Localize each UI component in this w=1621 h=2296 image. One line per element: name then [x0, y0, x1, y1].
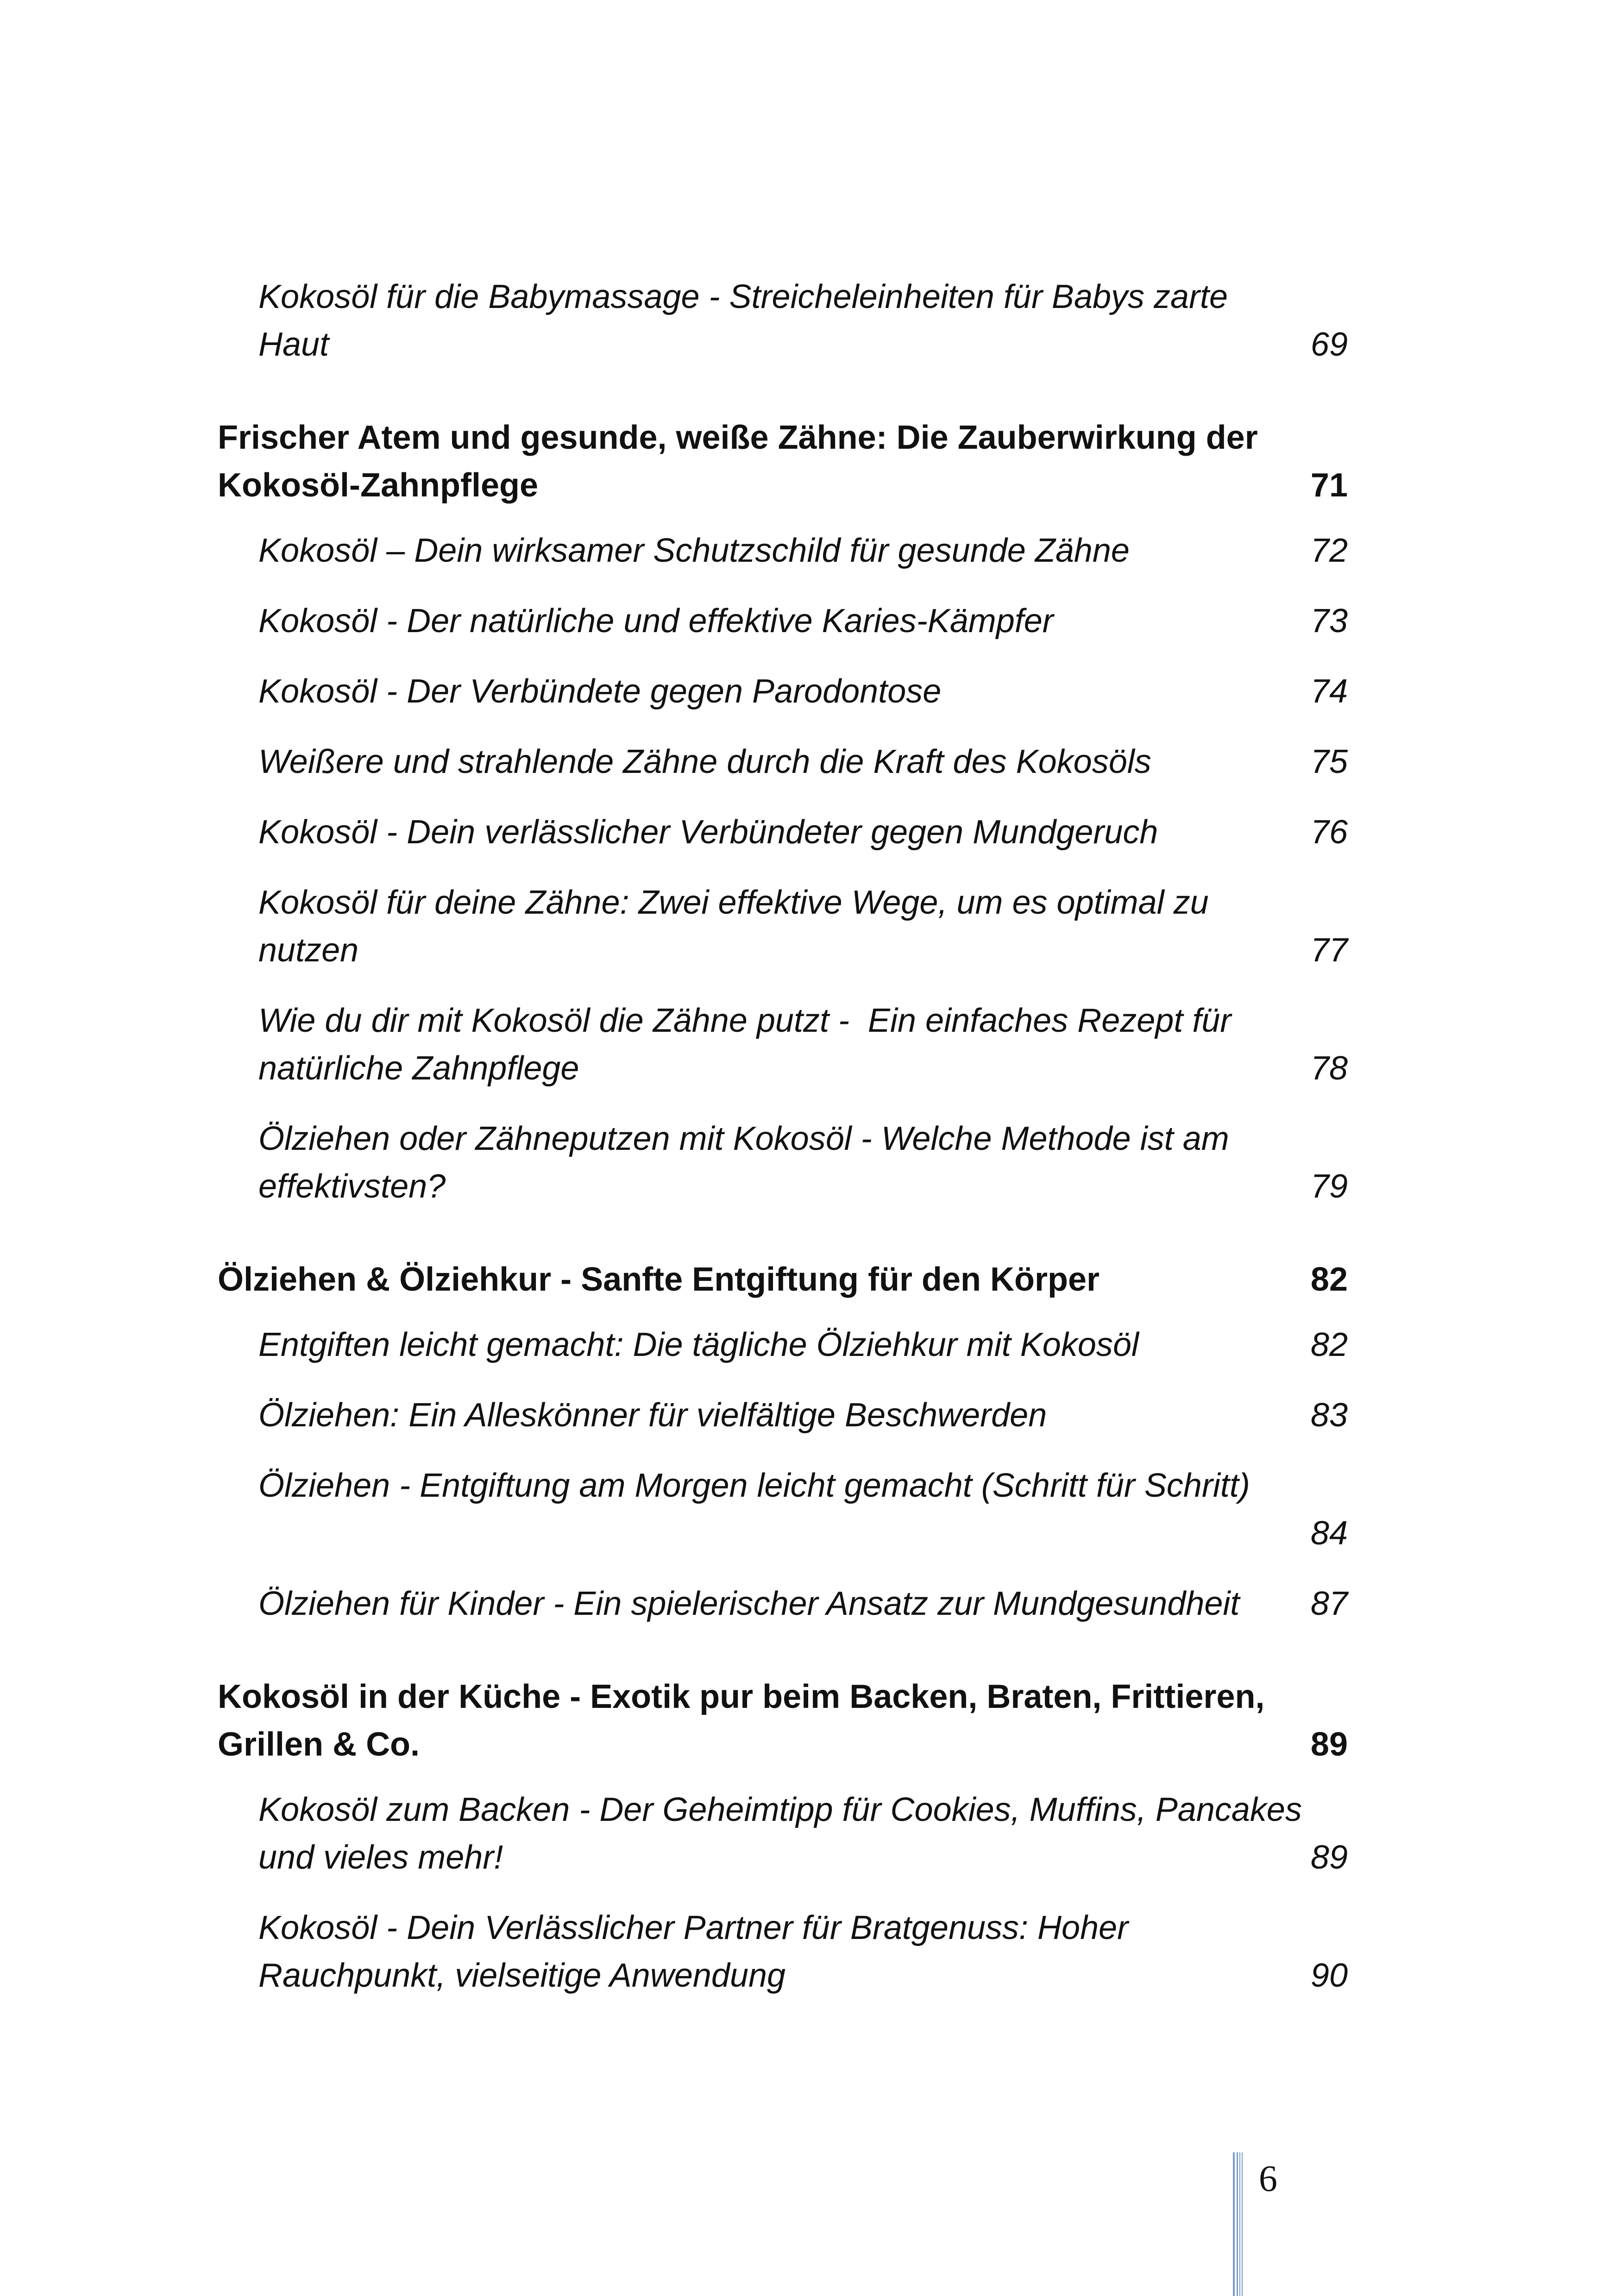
toc-entry-title: nutzen — [258, 932, 359, 969]
toc-section-entry[interactable] — [218, 809, 1348, 856]
toc-entry-title: Ölziehen - Entgiftung am Morgen leicht gemacht (Schritt für Schritt) — [258, 1467, 1250, 1504]
toc-entry-title: Ölziehen für Kinder - Ein spielerischer Ansatz zur Mundgesundheit — [258, 1585, 1240, 1622]
toc-entry-page-number: 69 — [1310, 326, 1348, 363]
toc-chapter-entry[interactable] — [218, 414, 1348, 509]
toc-section-entry[interactable] — [218, 597, 1348, 645]
toc-entry-page-number: 77 — [1310, 932, 1348, 969]
toc-entry-title: Kokosöl - Der Verbündete gegen Parodontose — [258, 673, 942, 710]
toc-entry-title: Kokosöl für die Babymassage - Streicheleinheiten für Babys zarte — [258, 278, 1228, 315]
toc-entry-page-number: 79 — [1310, 1168, 1348, 1205]
toc-entry-page-number: 75 — [1310, 743, 1348, 780]
toc-entry-title: Haut — [258, 326, 329, 363]
toc-section-entry[interactable] — [218, 1462, 1348, 1557]
toc-entry-page-number: 87 — [1310, 1585, 1348, 1622]
toc-entry-page-number: 83 — [1310, 1397, 1348, 1434]
toc-entry-page-number: 89 — [1310, 1726, 1348, 1763]
toc-entry-title: Grillen & Co. — [218, 1726, 420, 1763]
toc-section-entry[interactable] — [218, 1115, 1348, 1211]
toc-section-entry[interactable] — [218, 879, 1348, 974]
toc-entry-title: Kokosöl zum Backen - Der Geheimtipp für Cookies, Muffins, Pancakes — [258, 1791, 1302, 1828]
toc-entry-title: Kokosöl in der Küche - Exotik pur beim Backen, Braten, Frittieren, — [218, 1678, 1265, 1715]
toc-section-entry[interactable] — [218, 1904, 1348, 2000]
toc-entry-title: Weißere und strahlende Zähne durch die Kraft des Kokosöls — [258, 743, 1151, 780]
toc-entry-page-number: 89 — [1310, 1839, 1348, 1876]
toc-entry-title: Wie du dir mit Kokosöl die Zähne putzt - Ein einfaches Rezept für — [258, 1002, 1231, 1039]
toc-entry-page-number: 78 — [1310, 1050, 1348, 1087]
toc-entry-page-number: 74 — [1310, 673, 1348, 710]
toc-section-entry[interactable] — [218, 1392, 1348, 1439]
toc-entry-page-number: 72 — [1310, 532, 1348, 569]
toc-section-entry[interactable] — [218, 1580, 1348, 1628]
toc-section-entry[interactable] — [218, 738, 1348, 786]
page-number: 6 — [1259, 2158, 1277, 2199]
toc-section-entry[interactable] — [218, 273, 1348, 369]
toc-entry-title: Kokosöl - Dein verlässlicher Verbündeter gegen Mundgeruch — [258, 814, 1158, 851]
toc-section-entry[interactable] — [218, 527, 1348, 575]
toc-entry-page-number: 76 — [1310, 814, 1348, 851]
toc-entry-title: effektivsten? — [258, 1168, 446, 1205]
toc-entry-title: Kokosöl - Der natürliche und effektive Karies-Kämpfer — [258, 602, 1054, 640]
toc-entry-page-number: 84 — [1310, 1515, 1348, 1552]
toc-entry-title: natürliche Zahnpflege — [258, 1050, 579, 1087]
toc-entry-title: Ölziehen oder Zähneputzen mit Kokosöl - Welche Methode ist am — [258, 1120, 1229, 1157]
toc-entry-title: Kokosöl - Dein Verlässlicher Partner für Bratgenuss: Hoher — [258, 1909, 1129, 1946]
toc-chapter-entry[interactable] — [218, 1673, 1348, 1769]
toc-entry-title: und vieles mehr! — [258, 1839, 503, 1876]
toc-section-entry[interactable] — [218, 1786, 1348, 1882]
toc-entry-page-number: 73 — [1310, 602, 1348, 640]
toc-entry-page-number: 82 — [1310, 1326, 1348, 1363]
toc-entry-title: Ölziehen: Ein Alleskönner für vielfältige Beschwerden — [258, 1397, 1047, 1434]
toc-entry-page-number: 82 — [1310, 1261, 1348, 1298]
toc-entry-page-number: 90 — [1310, 1957, 1348, 1994]
table-of-contents — [218, 273, 1348, 2000]
toc-entry-title: Ölziehen & Ölziehkur - Sanfte Entgiftung für den Körper — [218, 1261, 1100, 1298]
toc-section-entry[interactable] — [218, 1321, 1348, 1369]
footer-rule — [1233, 2152, 1243, 2296]
toc-entry-title: Rauchpunkt, vielseitige Anwendung — [258, 1957, 786, 1994]
toc-entry-page-number: 71 — [1310, 467, 1348, 504]
toc-section-entry[interactable] — [218, 668, 1348, 715]
toc-entry-title: Kokosöl für deine Zähne: Zwei effektive Wege, um es optimal zu — [258, 884, 1209, 921]
toc-entry-title: Kokosöl – Dein wirksamer Schutzschild für gesunde Zähne — [258, 532, 1130, 569]
toc-entry-title: Kokosöl-Zahnpflege — [218, 467, 539, 504]
toc-entry-title: Frischer Atem und gesunde, weiße Zähne: Die Zauberwirkung der — [218, 419, 1258, 456]
toc-section-entry[interactable] — [218, 997, 1348, 1092]
toc-chapter-entry[interactable] — [218, 1256, 1348, 1304]
toc-entry-title: Entgiften leicht gemacht: Die tägliche Ölziehkur mit Kokosöl — [258, 1326, 1139, 1363]
